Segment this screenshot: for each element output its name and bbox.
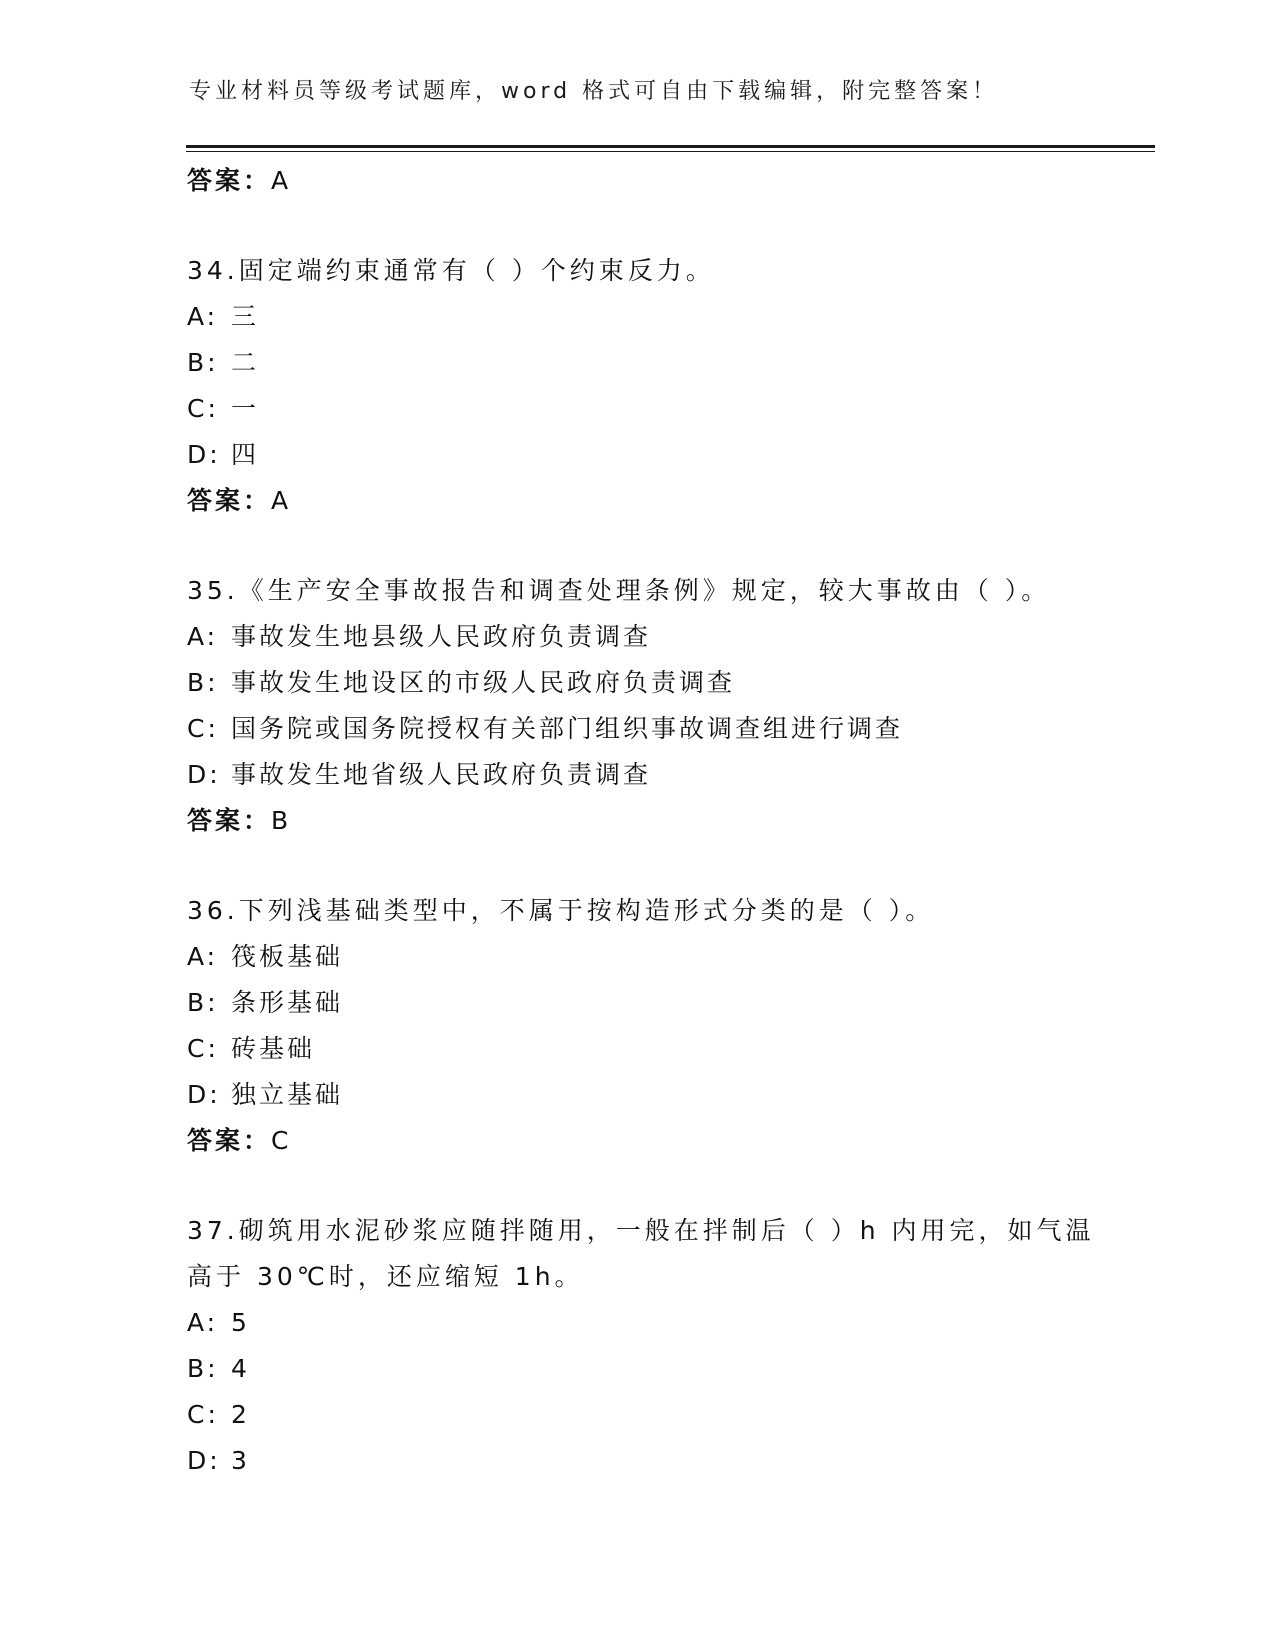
option-key: B: (187, 1354, 219, 1383)
answer-line (187, 158, 1147, 204)
answer-value: A (271, 166, 292, 195)
option-item (187, 1026, 1147, 1072)
option-text: 5 (231, 1308, 250, 1337)
spacer (187, 844, 1147, 888)
option-text: 三 (231, 302, 260, 331)
option-key: D: (187, 760, 221, 789)
option-item (187, 660, 1147, 706)
question-list (187, 158, 1147, 1484)
option-key: B: (187, 988, 219, 1017)
answer-label: 答案： (187, 486, 272, 515)
option-text: 4 (231, 1354, 250, 1383)
spacer (187, 1164, 1147, 1208)
option-item (187, 340, 1147, 386)
question-text: 35.《生产安全事故报告和调查处理条例》规定，较大事故由（ ）。 (187, 576, 1051, 605)
answer-line (187, 478, 1147, 524)
option-text: 国务院或国务院授权有关部门组织事故调查组进行调查 (231, 714, 904, 743)
option-item (187, 752, 1147, 798)
question-text: 37.砌筑用水泥砂浆应随拌随用，一般在拌制后（ ）h 内用完，如气温 (187, 1216, 1095, 1245)
option-text: 一 (231, 394, 260, 423)
option-text: 筏板基础 (231, 942, 344, 971)
option-key: C: (187, 394, 219, 423)
question-text: 36.下列浅基础类型中，不属于按构造形式分类的是（ ）。 (187, 896, 935, 925)
option-item (187, 294, 1147, 340)
option-key: C: (187, 714, 219, 743)
option-text: 事故发生地设区的市级人民政府负责调查 (231, 668, 736, 697)
option-key: A: (187, 622, 219, 651)
option-text: 条形基础 (231, 988, 344, 1017)
option-item (187, 706, 1147, 752)
option-item (187, 1346, 1147, 1392)
spacer (187, 204, 1147, 248)
option-key: C: (187, 1034, 219, 1063)
question-text: 34.固定端约束通常有（ ）个约束反力。 (187, 256, 715, 285)
option-item (187, 1438, 1147, 1484)
option-item (187, 1300, 1147, 1346)
answer-line (187, 1118, 1147, 1164)
option-key: B: (187, 668, 219, 697)
option-item (187, 386, 1147, 432)
answer-label: 答案： (187, 806, 272, 835)
option-item (187, 934, 1147, 980)
answer-value: C (271, 1126, 292, 1155)
option-key: A: (187, 1308, 219, 1337)
header-divider (186, 145, 1155, 148)
answer-value: B (271, 806, 292, 835)
option-key: D: (187, 1080, 221, 1109)
option-key: A: (187, 302, 219, 331)
option-text: 事故发生地省级人民政府负责调查 (231, 760, 652, 789)
option-key: D: (187, 440, 221, 469)
option-item (187, 980, 1147, 1026)
option-item (187, 1392, 1147, 1438)
option-key: A: (187, 942, 219, 971)
spacer (187, 524, 1147, 568)
option-text: 事故发生地县级人民政府负责调查 (231, 622, 652, 651)
option-text: 3 (231, 1446, 250, 1475)
page-header: 专业材料员等级考试题库，word 格式可自由下载编辑，附完整答案！ (189, 79, 999, 104)
option-text: 2 (231, 1400, 250, 1429)
option-text: 砖基础 (231, 1034, 316, 1063)
answer-value: A (271, 486, 292, 515)
answer-line (187, 798, 1147, 844)
question-text-continued: 高于 30℃时，还应缩短 1h。 (187, 1262, 584, 1291)
answer-label: 答案： (187, 166, 272, 195)
option-key: C: (187, 1400, 219, 1429)
option-item (187, 1072, 1147, 1118)
option-text: 四 (231, 440, 260, 469)
option-key: B: (187, 348, 219, 377)
answer-label: 答案： (187, 1126, 272, 1155)
option-key: D: (187, 1446, 221, 1475)
header-divider-thin (186, 151, 1155, 152)
option-item (187, 432, 1147, 478)
option-text: 独立基础 (231, 1080, 344, 1109)
option-item (187, 614, 1147, 660)
option-text: 二 (231, 348, 260, 377)
